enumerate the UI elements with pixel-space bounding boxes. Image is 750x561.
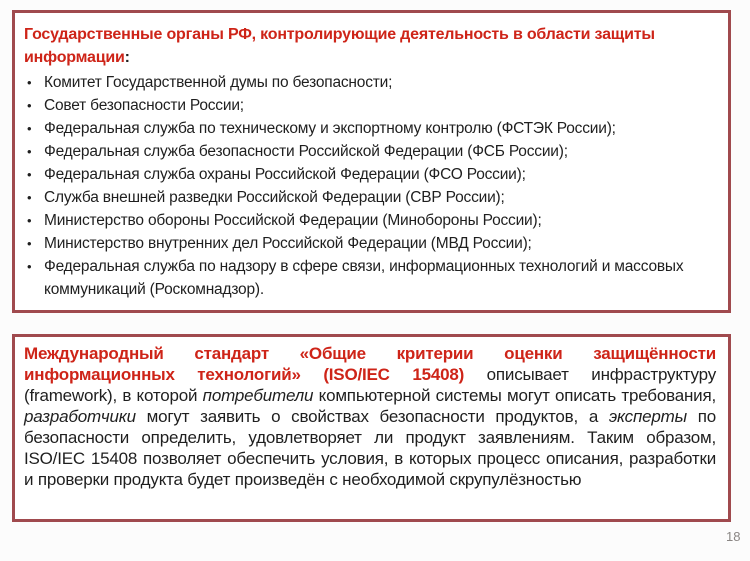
standard-paragraph [24, 343, 716, 490]
top-textbox [12, 10, 731, 313]
bullet-icon: • [27, 167, 32, 182]
list-item-text: Министерство обороны Российской Федерации (Минобороны России); [44, 212, 542, 229]
paragraph-segment: могут заявить о свойствах безопасности продуктов, а [135, 407, 609, 426]
paragraph-segment: по безопасности определить, удовлетворяет ли продукт заявлениям. Таким образом, ISO/IEC 15408 позволяет обеспечить условия, в которых процесс описания, разработки и проверки продукта будет произведён с необходимой скрупулёзностью [24, 407, 716, 489]
list-item-text: Министерство внутренних дел Российской Федерации (МВД России); [44, 235, 532, 252]
bullet-icon: • [27, 236, 32, 251]
top-box-title-text: Государственные органы РФ, контролирующие деятельность в области защиты информации [24, 26, 655, 66]
bullet-icon: • [27, 75, 32, 90]
paragraph-segment: эксперты [608, 407, 687, 426]
bullet-icon: • [27, 121, 32, 136]
top-box-title-colon: : [124, 49, 130, 66]
bullet-icon: • [27, 190, 32, 205]
paragraph-segment: Международный стандарт «Общие критерии оценки защищённости информационных технологий» (ISO/IEC 15408) [24, 344, 716, 384]
bottom-textbox [12, 334, 731, 522]
list-item-text: Федеральная служба по надзору в сфере связи, информационных технологий и массовых коммуникаций (Роскомнадзор). [44, 258, 684, 298]
bullet-icon: • [27, 144, 32, 159]
list-item [24, 186, 707, 209]
list-item [24, 232, 707, 255]
list-item [24, 117, 707, 140]
bullet-icon: • [27, 98, 32, 113]
list-item [24, 163, 707, 186]
list-item [24, 71, 707, 94]
paragraph-segment: потребители [202, 386, 314, 405]
paragraph-segment: описывает инфраструктуру (framework), в которой [24, 365, 716, 405]
list-item-text: Служба внешней разведки Российской Федерации (СВР России); [44, 189, 505, 206]
list-item [24, 209, 707, 232]
list-item-text: Федеральная служба охраны Российской Федерации (ФСО России); [44, 166, 526, 183]
page-number: 18 [726, 529, 741, 544]
top-box-title [24, 23, 707, 69]
list-item-text: Комитет Государственной думы по безопасности; [44, 74, 393, 91]
list-item-text: Федеральная служба по техническому и экспортному контролю (ФСТЭК России); [44, 120, 616, 137]
paragraph-segment: компьютерной системы могут описать требования, [313, 386, 716, 405]
list-item [24, 140, 707, 163]
agency-list [24, 71, 707, 301]
bullet-icon: • [27, 213, 32, 228]
bullet-icon: • [27, 259, 32, 274]
list-item [24, 255, 707, 301]
paragraph-segment: разработчики [24, 407, 136, 426]
list-item-text: Федеральная служба безопасности Российской Федерации (ФСБ России); [44, 143, 568, 160]
list-item [24, 94, 707, 117]
list-item-text: Совет безопасности России; [44, 97, 244, 114]
